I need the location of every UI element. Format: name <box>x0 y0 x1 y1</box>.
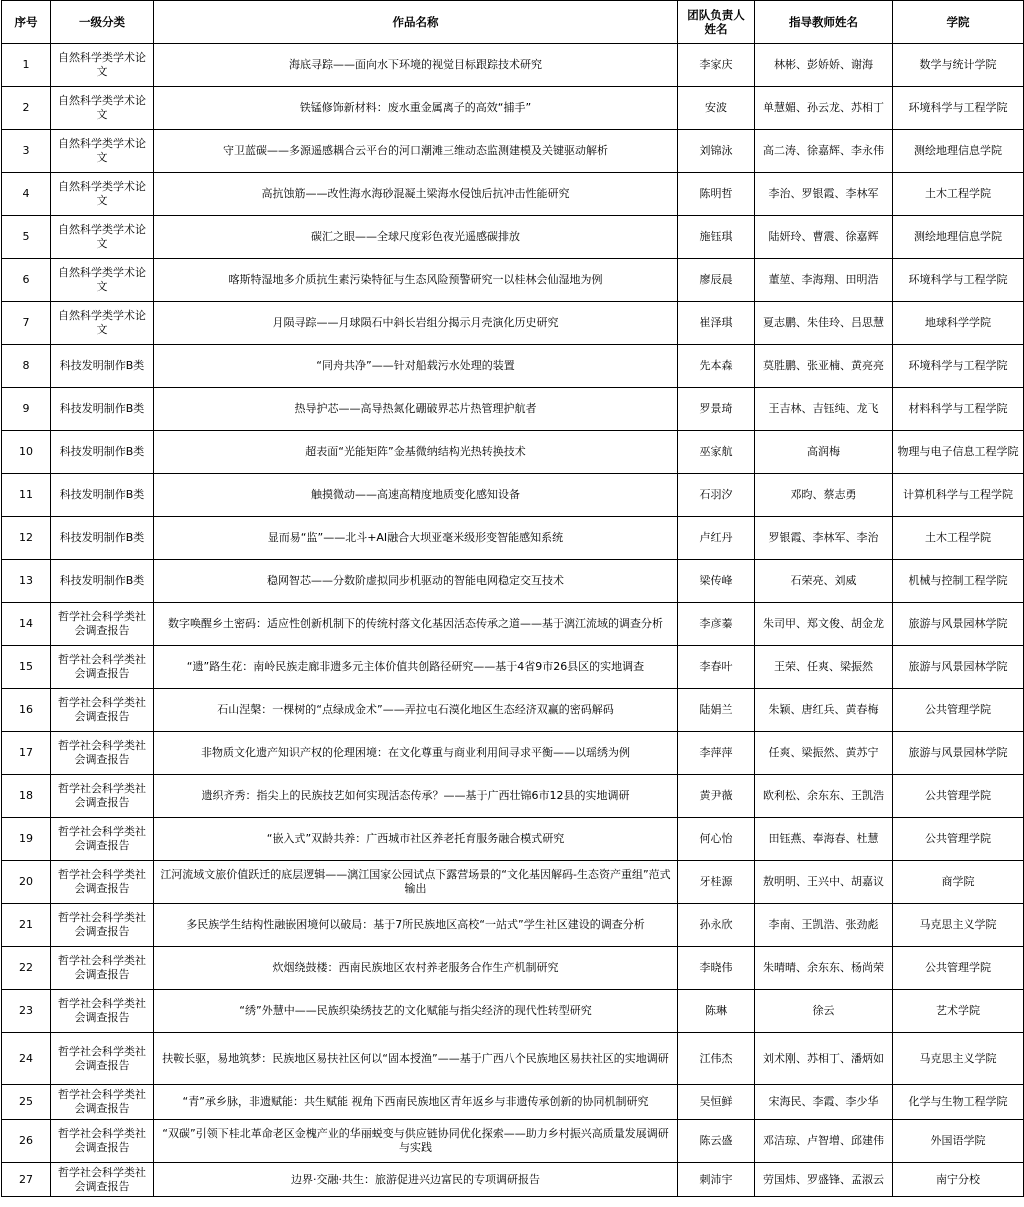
cell-category: 哲学社会科学类社会调查报告 <box>51 732 154 775</box>
cell-no: 7 <box>2 302 51 345</box>
cell-no: 18 <box>2 775 51 818</box>
cell-category: 哲学社会科学类社会调查报告 <box>51 990 154 1033</box>
cell-title: “青”承乡脉，非遗赋能：共生赋能 视角下西南民族地区青年返乡与非遗传承创新的协同机制研究 <box>154 1085 678 1120</box>
cell-title: 多民族学生结构性融嵌困境何以破局：基于7所民族地区高校“一站式”学生社区建设的调查分析 <box>154 904 678 947</box>
cell-no: 15 <box>2 646 51 689</box>
cell-no: 19 <box>2 818 51 861</box>
cell-category: 科技发明制作B类 <box>51 474 154 517</box>
cell-college: 地球科学学院 <box>893 302 1024 345</box>
cell-no: 21 <box>2 904 51 947</box>
table-row <box>2 861 1024 904</box>
cell-no: 6 <box>2 259 51 302</box>
cell-no: 1 <box>2 44 51 87</box>
table-row <box>2 130 1024 173</box>
cell-teachers: 夏志鹏、朱佳玲、吕思慧 <box>755 302 893 345</box>
cell-teachers: 莫胜鹏、张亚楠、黄亮亮 <box>755 345 893 388</box>
cell-college: 马克思主义学院 <box>893 904 1024 947</box>
cell-no: 26 <box>2 1120 51 1163</box>
cell-category: 哲学社会科学类社会调查报告 <box>51 775 154 818</box>
table-row <box>2 818 1024 861</box>
cell-title: 边界·交融·共生：旅游促进兴边富民的专项调研报告 <box>154 1163 678 1197</box>
cell-leader: 巫家航 <box>678 431 755 474</box>
cell-leader: 李家庆 <box>678 44 755 87</box>
cell-leader: 孙永欣 <box>678 904 755 947</box>
cell-title: 铁锰修饰新材料：废水重金属离子的高效“捕手” <box>154 87 678 130</box>
cell-no: 23 <box>2 990 51 1033</box>
cell-teachers: 田钰燕、奉海春、杜慧 <box>755 818 893 861</box>
table-row <box>2 646 1024 689</box>
cell-title: “嵌入式”双龄共养：广西城市社区养老托育服务融合模式研究 <box>154 818 678 861</box>
cell-title: “遗”路生花：南岭民族走廊非遗多元主体价值共创路径研究——基于4省9市26县区的实地调查 <box>154 646 678 689</box>
cell-leader: 崔泽琪 <box>678 302 755 345</box>
cell-no: 14 <box>2 603 51 646</box>
cell-no: 22 <box>2 947 51 990</box>
cell-leader: 李彦蓁 <box>678 603 755 646</box>
table-row <box>2 431 1024 474</box>
cell-college: 环境科学与工程学院 <box>893 87 1024 130</box>
cell-category: 哲学社会科学类社会调查报告 <box>51 947 154 990</box>
cell-no: 5 <box>2 216 51 259</box>
cell-category: 自然科学类学术论文 <box>51 44 154 87</box>
table-row <box>2 1120 1024 1163</box>
table-row <box>2 732 1024 775</box>
header-title: 作品名称 <box>154 1 678 44</box>
cell-leader: 廖辰晨 <box>678 259 755 302</box>
cell-leader: 吴恒鲜 <box>678 1085 755 1120</box>
table-row <box>2 302 1024 345</box>
cell-title: “双碳”引领下桂北革命老区金槐产业的华丽蜕变与供应链协同优化探索——助力乡村振兴高质量发展调研与实践 <box>154 1120 678 1163</box>
cell-title: 石山涅槃：一棵树的“点绿成金术”——弄拉屯石漠化地区生态经济双赢的密码解码 <box>154 689 678 732</box>
cell-category: 科技发明制作B类 <box>51 517 154 560</box>
awards-table <box>1 0 1024 1197</box>
cell-teachers: 李南、王凯浩、张劲彪 <box>755 904 893 947</box>
cell-college: 化学与生物工程学院 <box>893 1085 1024 1120</box>
cell-leader: 刺沛宇 <box>678 1163 755 1197</box>
table-row <box>2 689 1024 732</box>
cell-title: 海底寻踪——面向水下环境的视觉目标跟踪技术研究 <box>154 44 678 87</box>
cell-teachers: 任爽、梁振然、黄苏宁 <box>755 732 893 775</box>
cell-college: 数学与统计学院 <box>893 44 1024 87</box>
cell-college: 土木工程学院 <box>893 517 1024 560</box>
cell-no: 27 <box>2 1163 51 1197</box>
cell-teachers: 刘术刚、苏相丁、潘炳如 <box>755 1033 893 1085</box>
cell-category: 哲学社会科学类社会调查报告 <box>51 1033 154 1085</box>
cell-no: 25 <box>2 1085 51 1120</box>
cell-no: 13 <box>2 560 51 603</box>
header-teachers: 指导教师姓名 <box>755 1 893 44</box>
cell-category: 自然科学类学术论文 <box>51 302 154 345</box>
cell-teachers: 高润梅 <box>755 431 893 474</box>
cell-teachers: 罗银霞、李林军、李治 <box>755 517 893 560</box>
table-body <box>2 44 1024 1197</box>
cell-college: 艺术学院 <box>893 990 1024 1033</box>
cell-teachers: 邓洁琼、卢智增、邱建伟 <box>755 1120 893 1163</box>
header-category: 一级分类 <box>51 1 154 44</box>
cell-category: 哲学社会科学类社会调查报告 <box>51 603 154 646</box>
cell-category: 哲学社会科学类社会调查报告 <box>51 904 154 947</box>
cell-leader: 先本森 <box>678 345 755 388</box>
table-row <box>2 173 1024 216</box>
cell-no: 12 <box>2 517 51 560</box>
cell-teachers: 李治、罗银霞、李林军 <box>755 173 893 216</box>
table-row <box>2 990 1024 1033</box>
cell-teachers: 朱司甲、郑文俊、胡金龙 <box>755 603 893 646</box>
cell-leader: 何心怡 <box>678 818 755 861</box>
table-row <box>2 560 1024 603</box>
cell-leader: 卢红丹 <box>678 517 755 560</box>
header-college: 学院 <box>893 1 1024 44</box>
cell-college: 环境科学与工程学院 <box>893 345 1024 388</box>
cell-college: 测绘地理信息学院 <box>893 216 1024 259</box>
cell-title: 非物质文化遗产知识产权的伦理困境：在文化尊重与商业利用间寻求平衡——以瑶绣为例 <box>154 732 678 775</box>
cell-college: 公共管理学院 <box>893 775 1024 818</box>
cell-teachers: 邓昀、蔡志勇 <box>755 474 893 517</box>
table-row <box>2 904 1024 947</box>
cell-title: 触摸微动——高速高精度地质变化感知设备 <box>154 474 678 517</box>
table-row <box>2 1085 1024 1120</box>
cell-leader: 陈明哲 <box>678 173 755 216</box>
cell-category: 科技发明制作B类 <box>51 345 154 388</box>
cell-no: 2 <box>2 87 51 130</box>
cell-leader: 陈琳 <box>678 990 755 1033</box>
table-row <box>2 603 1024 646</box>
table-row <box>2 44 1024 87</box>
cell-college: 环境科学与工程学院 <box>893 259 1024 302</box>
cell-category: 哲学社会科学类社会调查报告 <box>51 1120 154 1163</box>
cell-title: 超表面“光能矩阵”金基微纳结构光热转换技术 <box>154 431 678 474</box>
cell-leader: 陈云盛 <box>678 1120 755 1163</box>
cell-category: 自然科学类学术论文 <box>51 216 154 259</box>
cell-teachers: 王吉林、吉钰纯、龙飞 <box>755 388 893 431</box>
cell-teachers: 朱颖、唐红兵、黄春梅 <box>755 689 893 732</box>
cell-college: 材料科学与工程学院 <box>893 388 1024 431</box>
cell-title: “绣”外慧中——民族织染绣技艺的文化赋能与指尖经济的现代性转型研究 <box>154 990 678 1033</box>
cell-title: 炊烟绕鼓楼：西南民族地区农村养老服务合作生产机制研究 <box>154 947 678 990</box>
cell-category: 科技发明制作B类 <box>51 388 154 431</box>
cell-category: 科技发明制作B类 <box>51 560 154 603</box>
cell-category: 哲学社会科学类社会调查报告 <box>51 646 154 689</box>
cell-teachers: 敖明明、王兴中、胡嘉议 <box>755 861 893 904</box>
cell-no: 20 <box>2 861 51 904</box>
cell-leader: 李萍萍 <box>678 732 755 775</box>
cell-leader: 李春叶 <box>678 646 755 689</box>
cell-no: 10 <box>2 431 51 474</box>
cell-no: 9 <box>2 388 51 431</box>
cell-leader: 安波 <box>678 87 755 130</box>
cell-college: 公共管理学院 <box>893 947 1024 990</box>
cell-college: 计算机科学与工程学院 <box>893 474 1024 517</box>
cell-leader: 石羽汐 <box>678 474 755 517</box>
cell-title: 热导护芯——高导热氮化硼破界芯片热管理护航者 <box>154 388 678 431</box>
cell-teachers: 石荣亮、刘威 <box>755 560 893 603</box>
cell-leader: 江伟杰 <box>678 1033 755 1085</box>
cell-title: 扶鞍长驱，易地筑梦：民族地区易扶社区何以“固本授渔”——基于广西八个民族地区易扶社区的实地调研 <box>154 1033 678 1085</box>
cell-teachers: 朱晴晴、余东东、杨尚荣 <box>755 947 893 990</box>
cell-college: 公共管理学院 <box>893 689 1024 732</box>
cell-college: 测绘地理信息学院 <box>893 130 1024 173</box>
cell-teachers: 王荣、任爽、梁振然 <box>755 646 893 689</box>
cell-category: 自然科学类学术论文 <box>51 87 154 130</box>
cell-title: 月陨寻踪——月球陨石中斜长岩组分揭示月壳演化历史研究 <box>154 302 678 345</box>
cell-college: 物理与电子信息工程学院 <box>893 431 1024 474</box>
cell-category: 自然科学类学术论文 <box>51 173 154 216</box>
table-row <box>2 216 1024 259</box>
cell-teachers: 林彬、彭娇娇、谢海 <box>755 44 893 87</box>
cell-college: 旅游与风景园林学院 <box>893 646 1024 689</box>
cell-leader: 刘锦泳 <box>678 130 755 173</box>
cell-college: 外国语学院 <box>893 1120 1024 1163</box>
cell-no: 17 <box>2 732 51 775</box>
cell-college: 马克思主义学院 <box>893 1033 1024 1085</box>
cell-title: 高抗蚀筋——改性海水海砂混凝土梁海水侵蚀后抗冲击性能研究 <box>154 173 678 216</box>
cell-category: 哲学社会科学类社会调查报告 <box>51 1163 154 1197</box>
cell-no: 8 <box>2 345 51 388</box>
cell-college: 旅游与风景园林学院 <box>893 603 1024 646</box>
cell-title: 显而易“监”——北斗+AI融合大坝亚毫米级形变智能感知系统 <box>154 517 678 560</box>
cell-no: 11 <box>2 474 51 517</box>
cell-college: 土木工程学院 <box>893 173 1024 216</box>
cell-leader: 施钰琪 <box>678 216 755 259</box>
cell-title: 守卫蓝碳——多源遥感耦合云平台的河口潮滩三维动态监测建模及关键驱动解析 <box>154 130 678 173</box>
cell-leader: 李晓伟 <box>678 947 755 990</box>
cell-no: 4 <box>2 173 51 216</box>
cell-teachers: 宋海民、李霞、李少华 <box>755 1085 893 1120</box>
cell-category: 哲学社会科学类社会调查报告 <box>51 689 154 732</box>
cell-leader: 陆娟兰 <box>678 689 755 732</box>
cell-category: 哲学社会科学类社会调查报告 <box>51 1085 154 1120</box>
cell-college: 公共管理学院 <box>893 818 1024 861</box>
table-row <box>2 474 1024 517</box>
table-row <box>2 775 1024 818</box>
header-leader: 团队负责人姓名 <box>678 1 755 44</box>
cell-title: 遗织齐秀：指尖上的民族技艺如何实现活态传承？——基于广西壮锦6市12县的实地调研 <box>154 775 678 818</box>
header-no: 序号 <box>2 1 51 44</box>
cell-teachers: 徐云 <box>755 990 893 1033</box>
cell-college: 南宁分校 <box>893 1163 1024 1197</box>
table-row <box>2 87 1024 130</box>
cell-teachers: 高二涛、徐嘉辉、李永伟 <box>755 130 893 173</box>
cell-leader: 牙桂源 <box>678 861 755 904</box>
table-row <box>2 388 1024 431</box>
cell-no: 16 <box>2 689 51 732</box>
cell-college: 机械与控制工程学院 <box>893 560 1024 603</box>
cell-category: 自然科学类学术论文 <box>51 130 154 173</box>
table-row <box>2 1033 1024 1085</box>
cell-teachers: 陆妍玲、曹震、徐嘉辉 <box>755 216 893 259</box>
table-row <box>2 345 1024 388</box>
cell-leader: 梁传峰 <box>678 560 755 603</box>
table-row <box>2 947 1024 990</box>
table-row <box>2 1163 1024 1197</box>
cell-title: 喀斯特湿地多介质抗生素污染特征与生态风险预警研究一以桂林会仙湿地为例 <box>154 259 678 302</box>
cell-leader: 黄尹薇 <box>678 775 755 818</box>
cell-college: 商学院 <box>893 861 1024 904</box>
cell-title: 碳汇之眼——全球尺度彩色夜光遥感碳排放 <box>154 216 678 259</box>
cell-title: 稳网智芯——分数阶虚拟同步机驱动的智能电网稳定交互技术 <box>154 560 678 603</box>
cell-no: 3 <box>2 130 51 173</box>
cell-teachers: 欧利松、余东东、王凯浩 <box>755 775 893 818</box>
cell-teachers: 董堃、李海翔、田明浩 <box>755 259 893 302</box>
cell-no: 24 <box>2 1033 51 1085</box>
cell-category: 自然科学类学术论文 <box>51 259 154 302</box>
cell-category: 哲学社会科学类社会调查报告 <box>51 861 154 904</box>
cell-college: 旅游与风景园林学院 <box>893 732 1024 775</box>
table-row <box>2 517 1024 560</box>
cell-title: “同舟共净”——针对船载污水处理的装置 <box>154 345 678 388</box>
header-row <box>2 1 1024 44</box>
table-row <box>2 259 1024 302</box>
cell-category: 科技发明制作B类 <box>51 431 154 474</box>
cell-teachers: 单慧媚、孙云龙、苏相丁 <box>755 87 893 130</box>
cell-title: 江河流域文旅价值跃迁的底层逻辑——漓江国家公园试点下露营场景的“文化基因解码-生态资产重组”范式输出 <box>154 861 678 904</box>
cell-category: 哲学社会科学类社会调查报告 <box>51 818 154 861</box>
cell-leader: 罗景琦 <box>678 388 755 431</box>
cell-title: 数字唤醒乡土密码：适应性创新机制下的传统村落文化基因活态传承之道——基于漓江流域的调查分析 <box>154 603 678 646</box>
cell-teachers: 劳国炜、罗盛锋、孟淑云 <box>755 1163 893 1197</box>
